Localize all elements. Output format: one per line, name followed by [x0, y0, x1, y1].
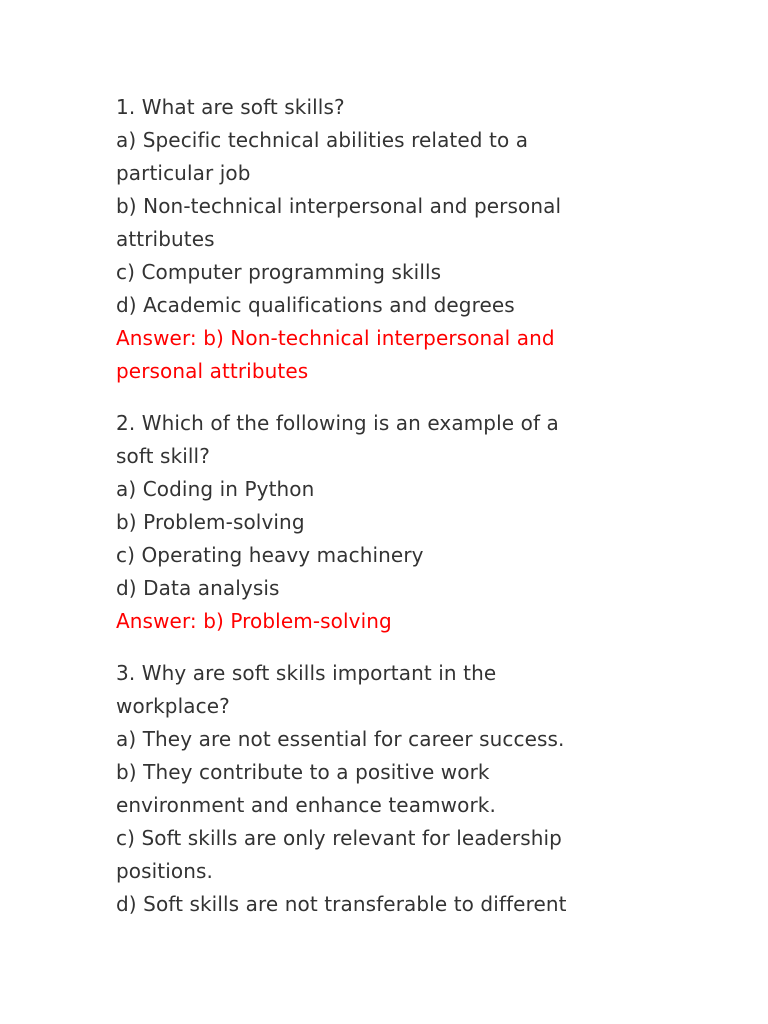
question-2-option-c: c) Operating heavy machinery [116, 543, 424, 567]
question-2-text-cont: soft skill? [116, 444, 210, 468]
question-3 [116, 657, 636, 921]
question-1-option-a: a) Specific technical abilities related to a [116, 128, 529, 152]
question-3-option-c: c) Soft skills are only relevant for leadership [116, 826, 562, 850]
question-2-option-b: b) Problem-solving [116, 510, 305, 534]
question-2-answer: Answer: b) Problem-solving [116, 609, 392, 633]
question-1 [116, 91, 636, 388]
question-1-text: 1. What are soft skills? [116, 95, 345, 119]
question-3-option-c-cont: positions. [116, 859, 213, 883]
question-1-option-a-cont: particular job [116, 161, 251, 185]
question-1-option-c: c) Computer programming skills [116, 260, 442, 284]
question-1-option-d: d) Academic qualifications and degrees [116, 293, 515, 317]
question-3-text-cont: workplace? [116, 694, 230, 718]
question-3-option-d: d) Soft skills are not transferable to different [116, 892, 567, 916]
question-1-option-b: b) Non-technical interpersonal and personal [116, 194, 562, 218]
question-3-option-b: b) They contribute to a positive work [116, 760, 490, 784]
question-2-option-d: d) Data analysis [116, 576, 280, 600]
question-1-answer-cont: personal attributes [116, 359, 309, 383]
question-2-text: 2. Which of the following is an example of a [116, 411, 559, 435]
question-1-option-b-cont: attributes [116, 227, 215, 251]
question-1-answer: Answer: b) Non-technical interpersonal and [116, 326, 555, 350]
question-3-option-a: a) They are not essential for career success. [116, 727, 565, 751]
document-page [116, 91, 636, 940]
question-3-option-b-cont: environment and enhance teamwork. [116, 793, 496, 817]
question-3-text: 3. Why are soft skills important in the [116, 661, 497, 685]
question-2 [116, 407, 636, 638]
question-2-option-a: a) Coding in Python [116, 477, 315, 501]
